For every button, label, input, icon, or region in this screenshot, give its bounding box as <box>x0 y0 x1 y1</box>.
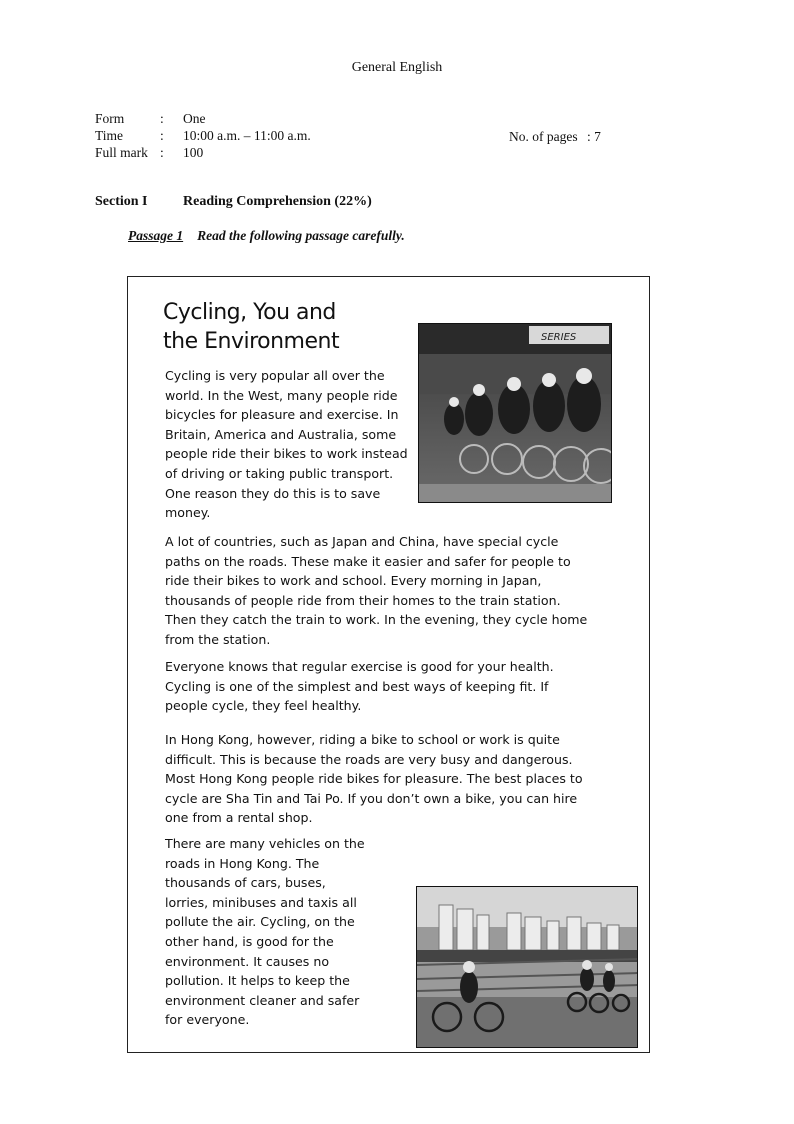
article-title-line-1: Cycling, You and <box>163 300 336 325</box>
fullmark-value: 100 <box>183 145 204 160</box>
form-colon: : <box>160 111 164 126</box>
form-label: Form <box>95 111 125 126</box>
fullmark-colon: : <box>160 145 164 160</box>
cyclists-race-photo <box>418 323 612 503</box>
pages-colon: : <box>586 129 591 144</box>
banner-text: SERIES <box>541 332 577 343</box>
time-value: 10:00 a.m. – 11:00 a.m. <box>183 128 311 143</box>
hong-kong-cyclists-photo <box>416 886 638 1048</box>
passage-number: Passage 1 <box>128 228 184 243</box>
section-title: Reading Comprehension (22%) <box>183 194 372 209</box>
fullmark-label: Full mark <box>95 145 148 160</box>
article-paragraph-5-text: There are many vehicles on the roads in Hong Kong. The thousands of cars, buses, lorries, minibuses and taxis all pollute the air. Cycling, on the other hand, is good for the environment. It causes no pollution. It helps to keep the environment cleaner and safer for everyone. <box>165 836 365 1028</box>
article-paragraph-4: In Hong Kong, however, riding a bike to school or work is quite difficult. This is because the roads are very busy and dangerous. Most Hong Kong people ride bikes for pleasure. The best places to cycle are Sha Tin and Tai Po. If you don’t own a bike, you can hire one from a rental shop. <box>165 732 583 826</box>
pages-value: 7 <box>594 129 601 144</box>
form-value: One <box>183 111 206 126</box>
passage-instruction: Read the following passage carefully. <box>197 228 405 243</box>
pages-info <box>509 128 601 145</box>
exam-subject-title: General English <box>351 60 443 75</box>
article-title <box>163 298 413 356</box>
article-paragraph-2: A lot of countries, such as Japan and China, have special cycle paths on the roads. These make it easier and safer for people to ride their bikes to work and school. Every morning in Japan, thousands of people ride from their homes to the train station. Then they catch the train to work. In the evening, they cycle home from the station. <box>165 534 588 647</box>
section-number: Section I <box>95 194 148 209</box>
passage-instruction-line <box>128 228 405 244</box>
article-paragraph-3: Everyone knows that regular exercise is good for your health. Cycling is one of the simplest and best ways of keeping fit. If people cycle, they feel healthy. <box>165 659 554 714</box>
pages-label: No. of pages <box>509 129 578 144</box>
time-label: Time <box>95 128 124 143</box>
article-title-line-2: the Environment <box>163 329 340 354</box>
time-colon: : <box>160 128 164 143</box>
article-paragraph-1: Cycling is very popular all over the world. In the West, many people ride bicycles for pleasure and exercise. In Britain, America and Australia, some people ride their bikes to work instead of driving or taking public transport. One reason they do this is to save money. <box>165 368 408 521</box>
